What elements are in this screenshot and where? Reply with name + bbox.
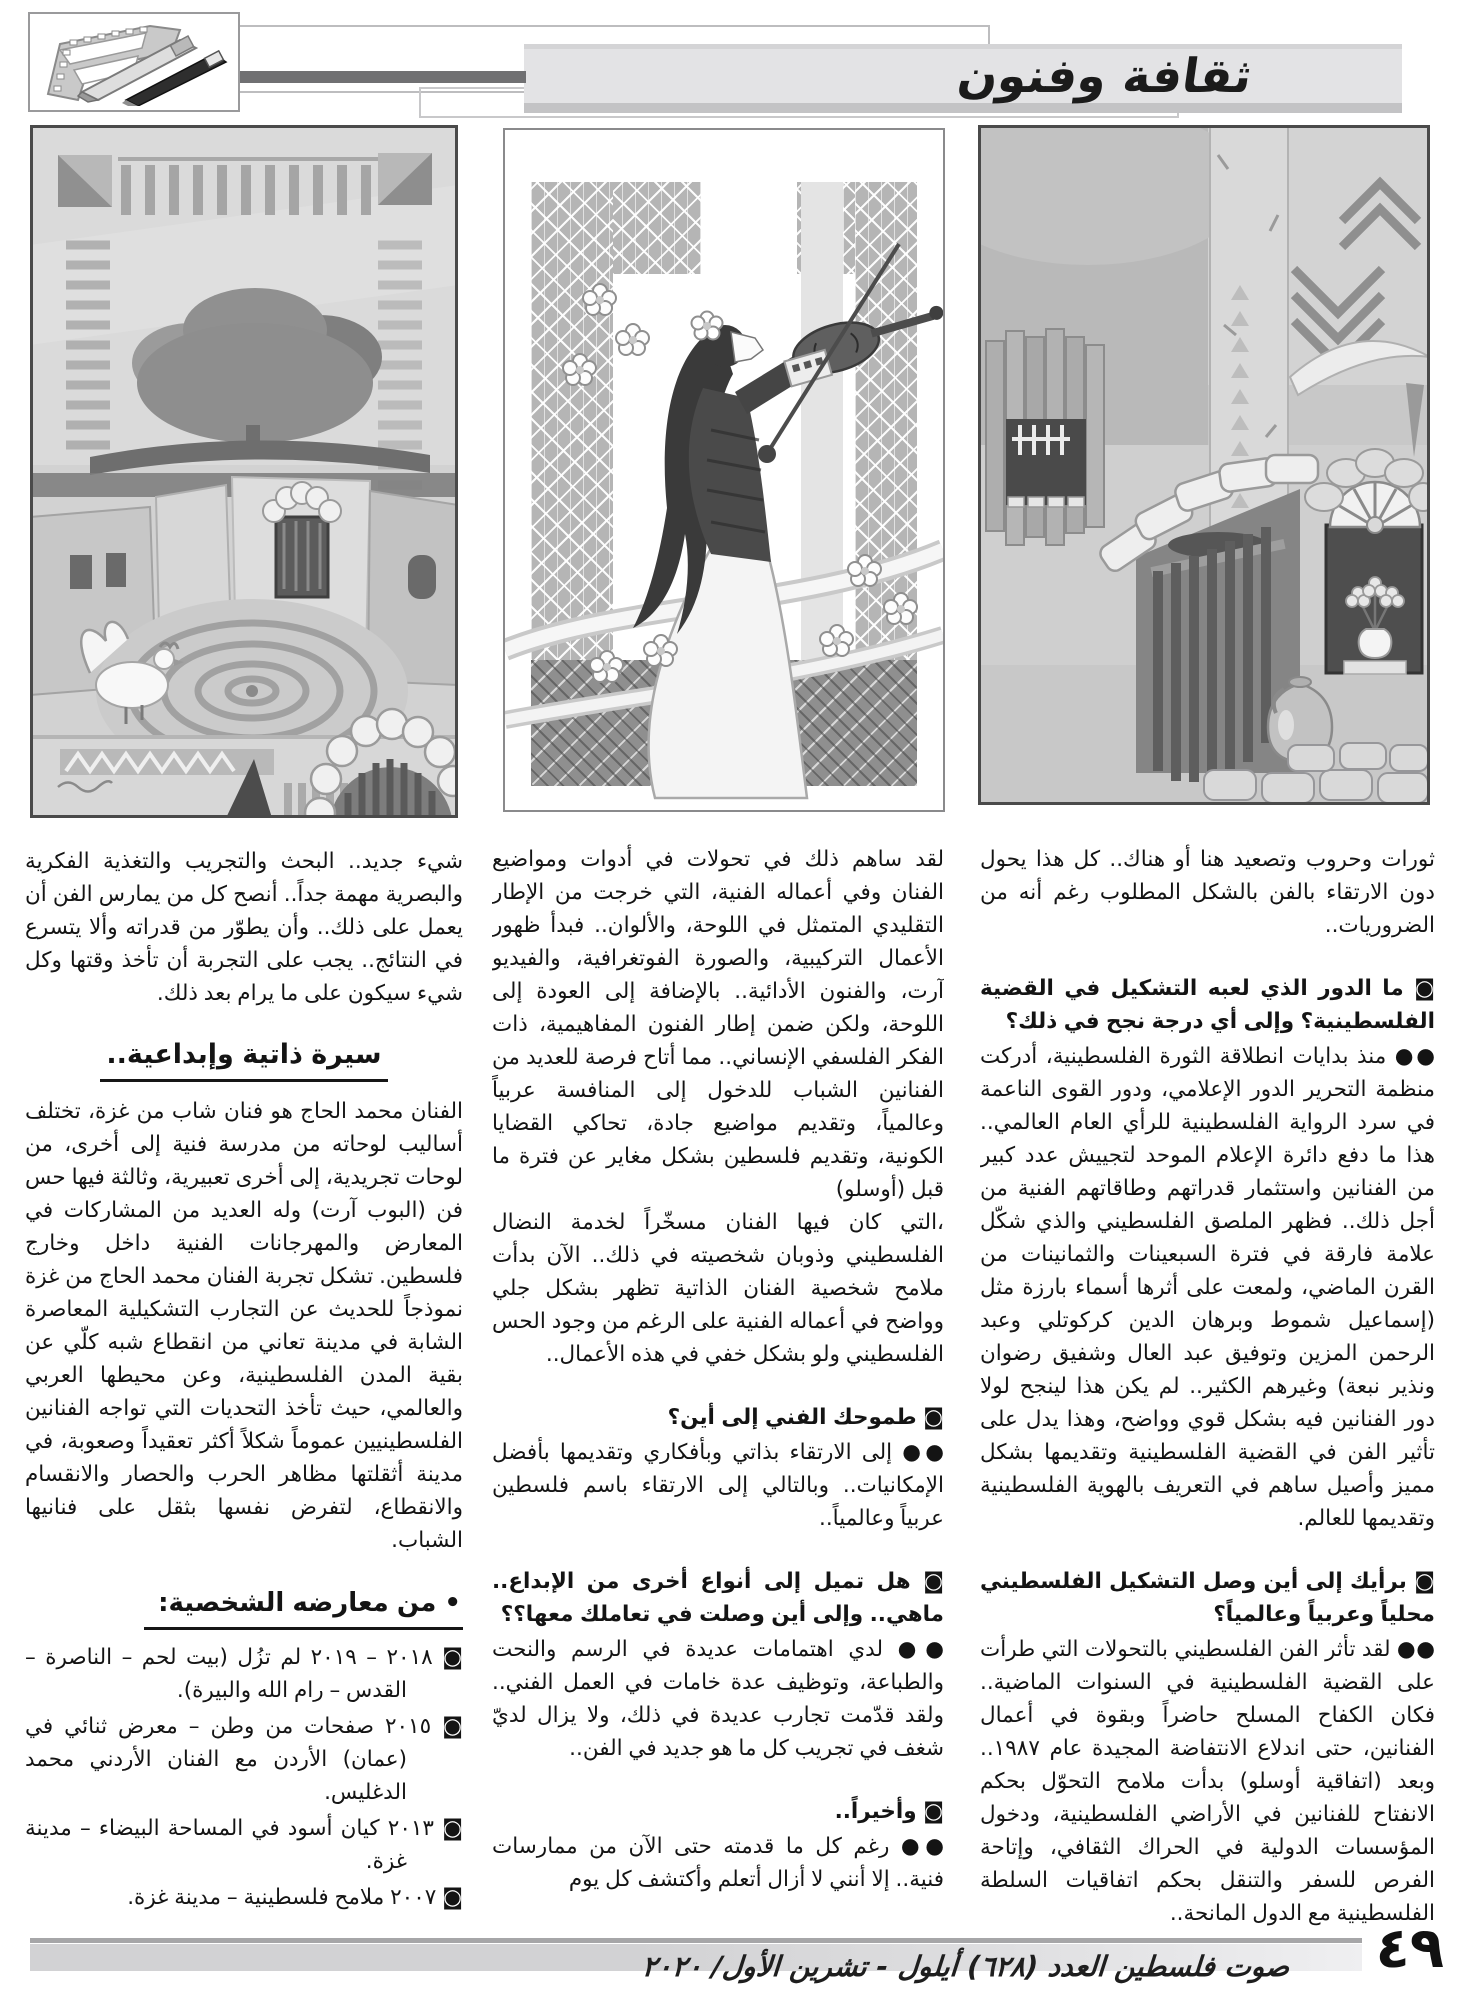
interview-question: ◙ هل تميل إلى أنواع أخرى من الإبداع.. ماهي.. وإلى أين وصلت في تعاملك معها؟؟ bbox=[492, 1569, 944, 1627]
section-title: ثقافة وفنون bbox=[954, 48, 1256, 104]
exhibition-item: ◙ ٢٠١٥ صفحات من وطن – معرض ثنائي في (عمان) الأردن مع الفنان الأردني محمد الدغليس. bbox=[25, 1714, 463, 1805]
bio-column bbox=[25, 845, 463, 1930]
artwork-violinist-drawing bbox=[503, 128, 945, 812]
exhibition-item: ◙ ٢٠١٨ – ٢٠١٩ لم تزُل (بيت لحم – الناصرة – القدس – رام الله والبيرة). bbox=[25, 1645, 463, 1703]
interview-answer: ●● لقد تأثر الفن الفلسطيني بالتحولات التي طرأت على القضية الفلسطينية في السنوات الماضية.. فكان الكفاح المسلح حاضراً وبقوة في أعمال الفنانين، حتى اندلاع الانتفاضة المجيدة عام ١٩٨٧.. وبعد (اتفاقية أوسلو) بدأت ملامح التحوّل بحكم الانفتاح للفنانين في الأراضي الفلسطينية، ودخول المؤسسات الدولية في الحراك الثقافي، وإتاحة الفرص للسفر والتنقل بحكم اتفاقيات السلطة الفلسطينية مع الدول المانحة.. bbox=[980, 1637, 1435, 1926]
bio-heading: سيرة ذاتية وإبداعية.. bbox=[100, 1039, 387, 1082]
interview-answer: ●● لدي اهتمامات عديدة في الرسم والنحت والطباعة، وتوظيف عدة خامات في العمل الفني.. ولقد قدّمت تجارب عديدة في ذلك، ولا يزال لديّ شغف في تجريب كل ما هو جديد في الفن.. bbox=[492, 1637, 944, 1761]
exhibitions-list bbox=[25, 1641, 463, 1914]
interview-question: ◙ برأيك إلى أين وصل التشكيل الفلسطيني محلياً وعربياً وعالمياً؟ bbox=[980, 1569, 1435, 1627]
exhibition-item: ◙ ٢٠١٣ كيان أسود في المساحة البيضاء – مدينة غزة. bbox=[25, 1816, 463, 1874]
interview-answer: ●● رغم كل ما قدمته حتى الآن من ممارسات فنية.. إلا أنني لا أزال أتعلم وأكتشف كل يوم bbox=[492, 1834, 944, 1892]
bio-body-paragraph: الفنان محمد الحاج هو فنان شاب من غزة، تختلف أساليب لوحاته من مدرسة فنية إلى أخرى، من لوحات تجريدية، إلى أخرى تعبيرية، وثالثة فيها حس فن (البوب آرت) وله العديد من المشاركات في المعارض والمهرجانات الفنية داخل وخارج فلسطين. تشكل تجربة الفنان محمد الحاج من غزة نموذجاً للحديث عن التجارب التشكيلية المعاصرة الشابة في مدينة تعاني من انقطاع شبه كلّي عن بقية المدن الفلسطينية، وعن محيطها العربي والعالمي، حيث تأخذ التحديات التي تواجه الفنانين الفلسطينيين عموماً شكلاً أكثر تعقيداً وصعوبة، في مدينة أثقلتها مظاهر الحرب والحصار والانقسام والانقطاع، لتفرض نفسها بثقل على فنانيها الشباب. bbox=[25, 1099, 463, 1553]
interview-answer: ●● منذ بدايات انطلاقة الثورة الفلسطينية، أدركت منظمة التحرير الدور الإعلامي، ودور القوى الناعمة في سرد الرواية الفلسطينية للرأي العام العالمي.. هذا ما دفع دائرة الإعلام الموحد لتجييش عدد كبير من الفنانين واستثمار قدراتهم وطاقاتهم الفنية من أجل ذلك.. فظهر الملصق الفلسطيني والذي شكّل علامة فارقة في فترة السبعينات والثمانينات من القرن الماضي، ولمعت على أثرها أسماء بارزة مثل (إسماعيل شموط وبرهان الدين كركوتلي وعبد الرحمن المزين وتوفيق عبد العال وشفيق رضوان ونذير نبعة) وغيرهم الكثير.. لم يكن هذا لينجح لولا دور الفنانين فيه بشكل قوي وواضح، وهذا يدل على تأثير الفن في القضية الفلسطينية وتقديمها بشكل مميز وأصيل ساهم في التعريف بالهوية الفلسطينية وتقديمها للعالم. bbox=[980, 1044, 1435, 1531]
interview-question: ◙ ما الدور الذي لعبه التشكيل في القضية الفلسطينية؟ وإلى أي درجة نجح في ذلك؟ bbox=[980, 976, 1435, 1034]
interview-question: ◙ وأخيراً.. bbox=[834, 1799, 944, 1824]
interview-question: ◙ طموحك الفني إلى أين؟ bbox=[667, 1405, 944, 1430]
bio-intro-paragraph: شيء جديد.. البحث والتجريب والتغذية الفكرية والبصرية مهمة جداً.. أنصح كل من يمارس الفن أن يعمل على ذلك.. وأن يطوّر من قدراته وألا يتسرع في النتائج.. يجب على التجربة أن تأخذ وقتها وكل شيء سيكون على ما يرام بعد ذلك. bbox=[25, 849, 463, 1006]
artwork-village-painting bbox=[30, 125, 458, 818]
interview-body-paragraph: ،التي كان فيها الفنان مسخّراً لخدمة النضال الفلسطيني وذوبان شخصيته في ذلك.. الآن بدأت ملامح شخصية الفنان الذاتية تظهر بشكل جلي وواضح في أعماله الفنية على الرغم من وجود الحس الفلسطيني ولو بشكل خفي في هذه الأعمال.. bbox=[492, 1210, 944, 1367]
film-strip-and-pens-icon bbox=[30, 14, 234, 106]
footer-rule bbox=[30, 1938, 1362, 1943]
exhibitions-heading-wrap bbox=[25, 1587, 463, 1621]
bio-heading-wrap bbox=[25, 1038, 463, 1073]
section-banner bbox=[524, 44, 1402, 113]
logo-box bbox=[28, 12, 240, 112]
page-number: ٤٩ bbox=[1375, 1916, 1444, 1981]
artwork-old-town-painting bbox=[978, 125, 1430, 805]
interview-column-middle bbox=[492, 843, 944, 1928]
exhibition-item: ◙ ٢٠٠٧ ملامح فلسطينية – مدينة غزة. bbox=[127, 1885, 463, 1910]
interview-answer: ●● إلى الارتقاء بذاتي وبأفكاري وتقديمها بأفضل الإمكانيات.. وبالتالي إلى الارتقاء باسم فلسطين عربياً وعالمياً.. bbox=[492, 1440, 944, 1531]
header-dark-bar bbox=[200, 71, 526, 83]
journal-issue-line: صوت فلسطين العدد (٦٢٨) أيلول - تشرين الأول/ ٢٠٢٠ bbox=[640, 1950, 1291, 1983]
interview-continuation-paragraph: ثورات وحروب وتصعيد هنا أو هناك.. كل هذا يحول دون الارتقاء بالفن بالشكل المطلوب رغم أنه من الضروريات.. bbox=[980, 847, 1435, 938]
interview-body-paragraph: لقد ساهم ذلك في تحولات في أدوات ومواضيع الفنان وفي أعماله الفنية، التي خرجت من الإطار التقليدي المتمثل في اللوحة، والألوان.. فبدأ ظهور الأعمال التركيبية، والصورة الفوتغرافية، والفيديو آرت، والفنون الأدائية.. بالإضافة إلى العودة إلى اللوحة، ولكن ضمن إطار الفنون المفاهيمية، ذات الفكر الفلسفي الإنساني.. مما أتاح فرصة للعديد من الفنانين الشباب للدخول إلى المنافسة عربياً وعالمياً، وتقديم مواضيع جادة، تحاكي القضايا الكونية، وتقديم فلسطين بشكل مغاير عن فترة ما قبل (أوسلو) bbox=[492, 847, 944, 1202]
interview-column-right bbox=[980, 843, 1435, 1928]
exhibitions-heading: • من معارضه الشخصية: bbox=[144, 1588, 463, 1630]
